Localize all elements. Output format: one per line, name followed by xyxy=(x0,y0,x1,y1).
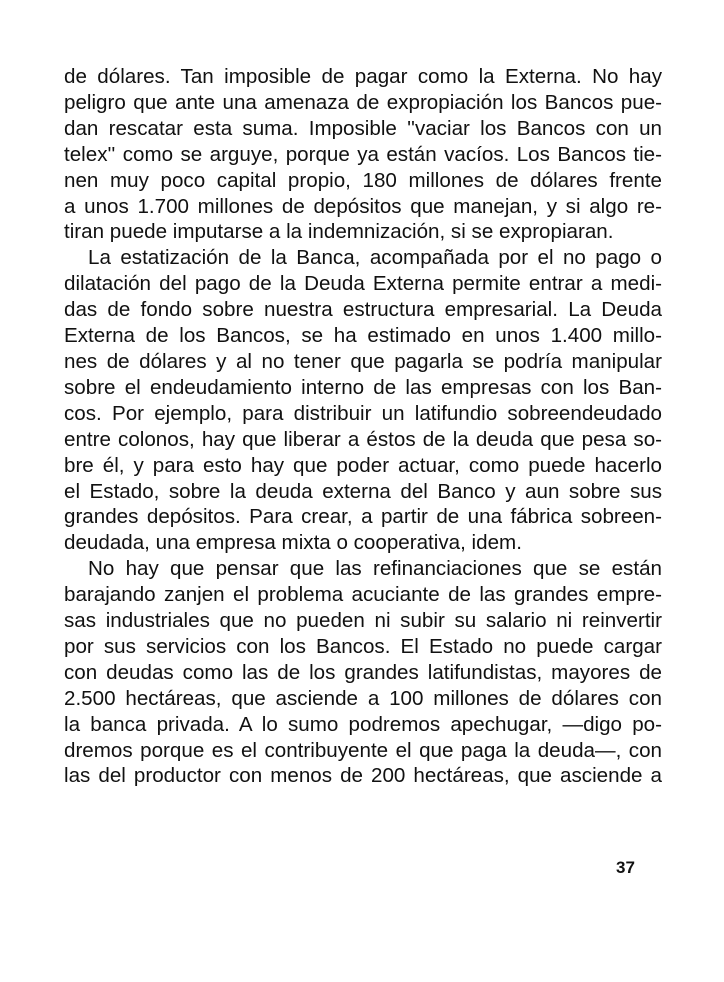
paragraph-1 xyxy=(64,64,662,245)
body-text xyxy=(64,64,662,789)
text-line: barajando zanjen el problema acuciante de las grandes empre- xyxy=(64,583,662,607)
text-line: La estatización de la Banca, acompañada por el no pago o xyxy=(88,246,662,270)
text-line: das de fondo sobre nuestra estructura empresarial. La Deuda xyxy=(64,298,662,322)
text-line: a unos 1.700 millones de depósitos que manejan, y si algo re- xyxy=(64,194,662,218)
text-line: la banca privada. A lo sumo podremos apechugar, —digo po- xyxy=(64,712,662,736)
text-line: dilatación del pago de la Deuda Externa permite entrar a medi- xyxy=(64,272,662,296)
text-line: telex'' como se arguye, porque ya están vacíos. Los Bancos tie- xyxy=(64,142,662,166)
text-line: dremos porque es el contribuyente el que paga la deuda—, con xyxy=(64,738,662,762)
text-line: Externa de los Bancos, se ha estimado en unos 1.400 millo- xyxy=(64,324,662,348)
paragraph-3 xyxy=(64,556,662,789)
text-line: las del productor con menos de 200 hectáreas, que asciende a xyxy=(64,764,662,788)
text-line: de dólares. Tan imposible de pagar como la Externa. No hay xyxy=(64,65,662,88)
text-line: dan rescatar esta suma. Imposible ''vaciar los Bancos con un xyxy=(64,116,662,140)
text-line: nen muy poco capital propio, 180 millones de dólares frente xyxy=(64,168,662,192)
text-line: entre colonos, hay que liberar a éstos de la deuda que pesa so- xyxy=(64,427,662,451)
text-line: con deudas como las de los grandes latifundistas, mayores de xyxy=(64,660,662,684)
text-line: cos. Por ejemplo, para distribuir un latifundio sobreendeudado xyxy=(64,401,662,425)
text-line: grandes depósitos. Para crear, a partir de una fábrica sobreen- xyxy=(64,505,662,529)
text-line: 2.500 hectáreas, que asciende a 100 millones de dólares con xyxy=(64,686,662,710)
text-line: peligro que ante una amenaza de expropiación los Bancos pue- xyxy=(64,90,662,114)
page-number: 37 xyxy=(616,858,635,877)
text-line: nes de dólares y al no tener que pagarla se podría manipular xyxy=(64,349,662,373)
text-line: No hay que pensar que las refinanciaciones que se están xyxy=(88,557,662,581)
text-line: tiran puede imputarse a la indemnización, si se expropiaran. xyxy=(64,220,614,244)
text-line: sobre el endeudamiento interno de las empresas con los Ban- xyxy=(64,375,662,399)
text-line: por sus servicios con los Bancos. El Estado no puede cargar xyxy=(64,634,662,658)
text-line: el Estado, sobre la deuda externa del Banco y aun sobre sus xyxy=(64,479,662,503)
text-line: deudada, una empresa mixta o cooperativa, idem. xyxy=(64,531,522,555)
text-line: bre él, y para esto hay que poder actuar, como puede hacerlo xyxy=(64,453,662,477)
text-line: sas industriales que no pueden ni subir su salario ni reinvertir xyxy=(64,609,662,633)
paragraph-2 xyxy=(64,245,662,556)
